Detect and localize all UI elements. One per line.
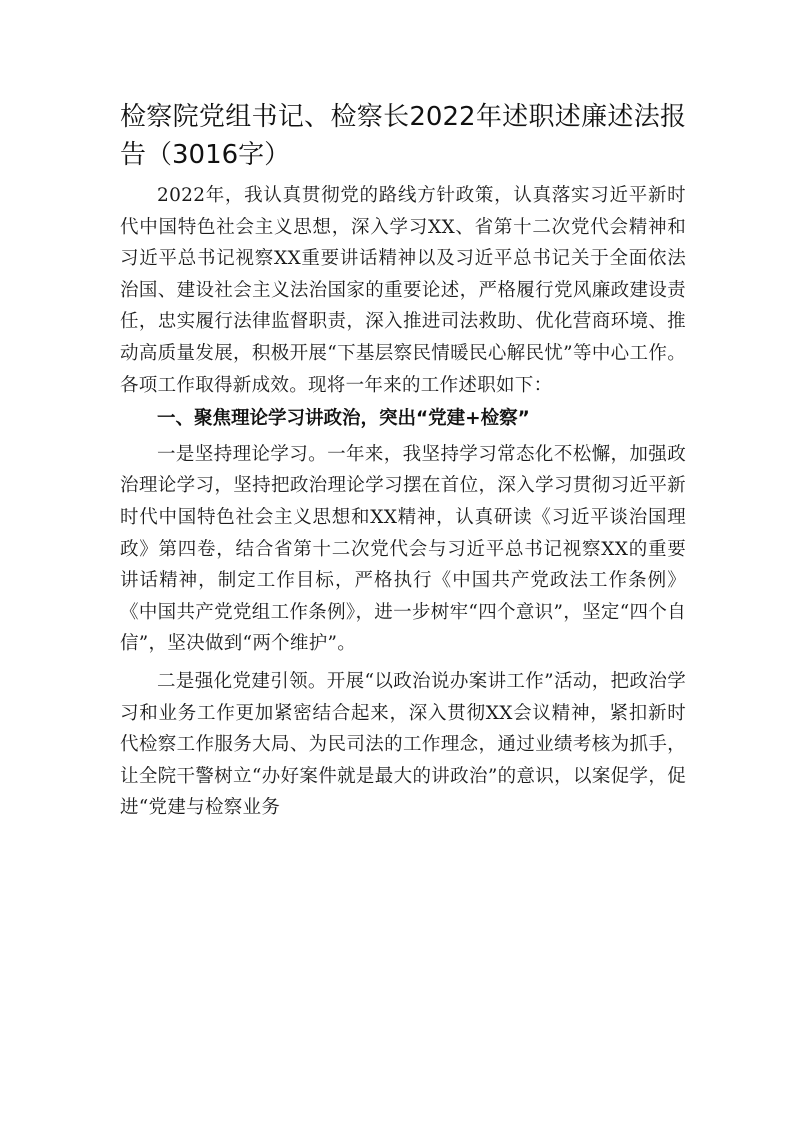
body-paragraph: 一是坚持理论学习。一年来，我坚持学习常态化不松懈，加强政治理论学习，坚持把政治理论学习摆在首位，深入学习贯彻习近平新时代中国特色社会主义思想和XX精神，认真研读《习近平谈治国理政》第四卷，结合省第十二次党代会与习近平总书记视察XX的重要讲话精神，制定工作目标，严格执行《中国共产党政法工作条例》《中国共产党党组工作条例》，进一步树牢“四个意识”，坚定“四个自信”，坚决做到“两个维护”。 [120,443,686,655]
document-title: 检察院党组书记、检察长2022年述职述廉述法报告（3016字） [120,102,686,170]
body-paragraph: 二是强化党建引领。开展“以政治说办案讲工作”活动，把政治学习和业务工作更加紧密结合起来，深入贯彻XX会议精神，紧扣新时代检察工作服务大局、为民司法的工作理念，通过业绩考核为抓手，让全院干警树立“办好案件就是最大的讲政治”的意识，以案促学，促进“党建与检察业务 [120,670,686,819]
section-heading: 一、聚焦理论学习讲政治，突出“党建+检察” [157,408,530,430]
document-body [120,98,686,824]
intro-paragraph: 2022年，我认真贯彻党的路线方针政策，认真落实习近平新时代中国特色社会主义思想，深入学习XX、省第十二次党代会精神和习近平总书记视察XX重要讲话精神以及习近平总书记关于全面依法治国、建设社会主义法治国家的重要论述，严格履行党风廉政建设责任，忠实履行法律监督职责，深入推进司法救助、优化营商环境、推动高质量发展，积极开展“下基层察民情暖民心解民忧”等中心工作。各项工作取得新成效。现将一年来的工作述职如下： [120,185,686,396]
